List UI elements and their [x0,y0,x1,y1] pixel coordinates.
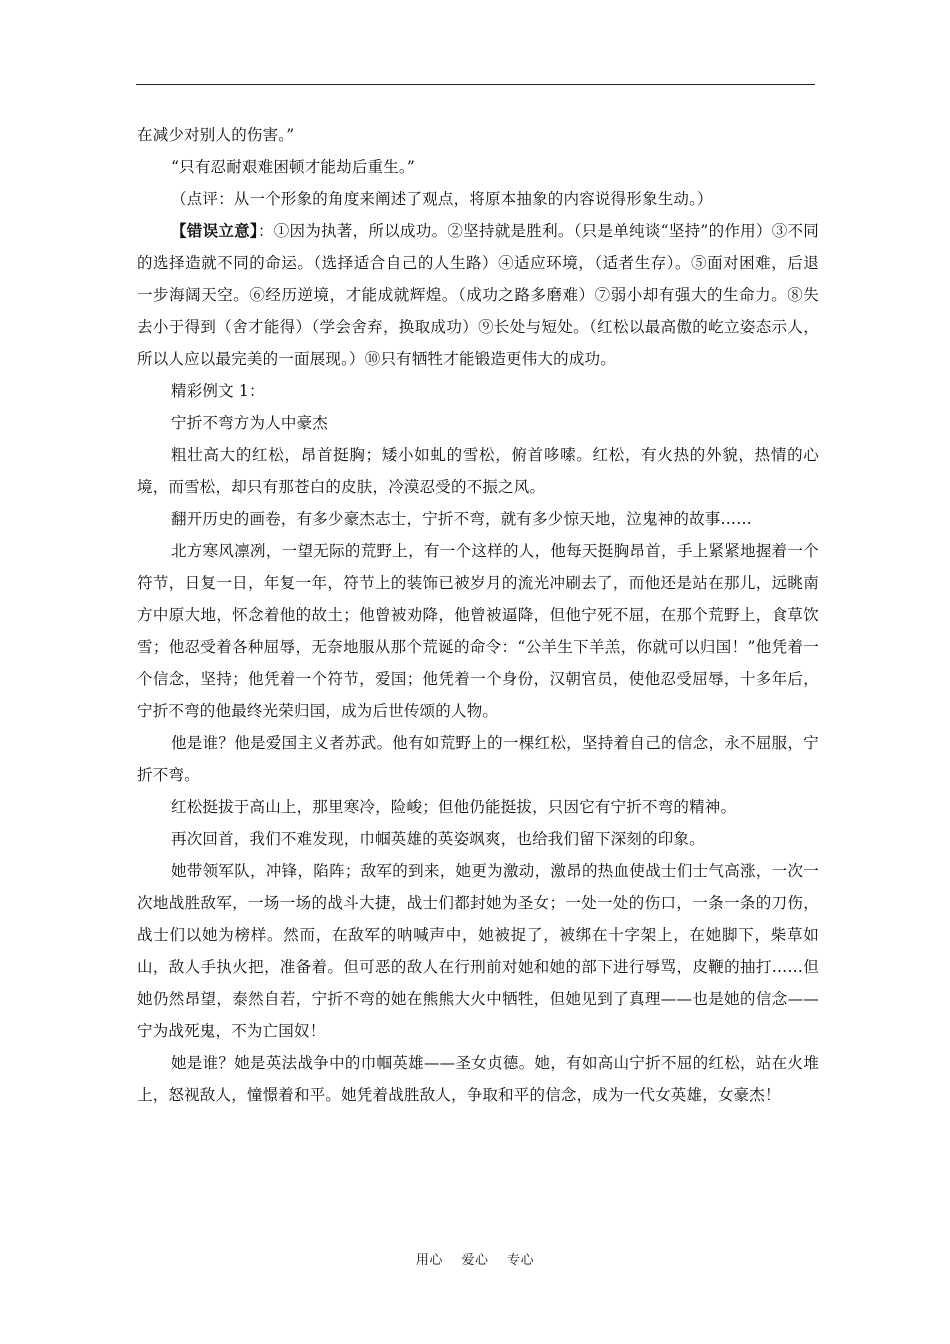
essay-paragraph-1: 粗壮高大的红松，昂首挺胸；矮小如虬的雪松，俯首哆嗦。红松，有火热的外貌，热情的心境，而雪松，却只有那苍白的皮肤，冷漠忍受的不振之风。 [137,446,819,496]
essay-paragraph-5: 红松挺拔于高山上，那里寒冷，险峻；但他仍能挺拔，只因它有宁折不弯的精神。 [171,798,737,816]
wrong-ideas-tag: 【错误立意】 [171,221,258,240]
essay-paragraph-3: 北方寒风凛冽，一望无际的荒野上，有一个这样的人，他每天挺胸昂首，手上紧紧地握着一个符节，日复一日，年复一年，符节上的装饰已被岁月的流光冲刷去了，而他还是站在那儿，远眺南方中原大地，怀念着他的故土；他曾被劝降，他曾被逼降，但他宁死不屈，在那个荒野上，食草饮雪；他忍受着各种屈辱，无奈地服从那个荒诞的命令：“公羊生下羊羔，你就可以归国！”他凭着一个信念，坚持；他凭着一个符节，爱国；他凭着一个身份，汉朝官员，使他忍受屈辱，十多年后，宁折不弯的他最终光荣归国，成为后世传颂的人物。 [137,542,819,720]
essay-paragraph-4: 他是谁？他是爱国主义者苏武。他有如荒野上的一棵红松，坚持着自己的信念，永不屈服，宁折不弯。 [137,734,819,784]
essay-paragraph-2: 翻开历史的画卷，有多少豪杰志士，宁折不弯，就有多少惊天地，泣鬼神的故事…… [171,510,752,528]
paragraph-1: 在减少对别人的伤害。” [137,126,295,144]
paragraph-2: “只有忍耐艰难困顿才能劫后重生。” [171,158,415,176]
document-body [137,119,819,1111]
header-rule [136,84,815,85]
example-heading: 精彩例文 1： [171,382,265,400]
comment-paragraph: （点评：从一个形象的角度来阐述了观点，将原本抽象的内容说得形象生动。） [171,190,713,208]
essay-paragraph-6: 再次回首，我们不难发现，巾帼英雄的英姿飒爽，也给我们留下深刻的印象。 [171,830,705,848]
essay-title: 宁折不弯方为人中豪杰 [171,414,329,432]
page-footer: 用心 爱心 专心 [415,1253,535,1268]
wrong-ideas-paragraph [137,215,819,375]
essay-paragraph-8: 她是谁？她是英法战争中的巾帼英雄——圣女贞德。她，有如高山宁折不屈的红松，站在火堆上，怒视敌人，憧憬着和平。她凭着战胜敌人，争取和平的信念，成为一代女英雄，女豪杰！ [137,1054,819,1104]
essay-paragraph-7: 她带领军队，冲锋，陷阵；敌军的到来，她更为激动，激昂的热血使战士们士气高涨，一次一次地战胜敌军，一场一场的战斗大捷，战士们都封她为圣女；一处一处的伤口，一条一条的刀伤，战士们以她为榜样。然而，在敌军的呐喊声中，她被捉了，被绑在十字架上，在她脚下，柴草如山，敌人手执火把，准备着。但可恶的敌人在行刑前对她和她的部下进行辱骂，皮鞭的抽打……但她仍然昂望，泰然自若，宁折不弯的她在熊熊大火中牺牲，但她见到了真理——也是她的信念——宁为战死鬼，不为亡国奴！ [137,862,819,1040]
wrong-ideas-text: ：①因为执著，所以成功。②坚持就是胜利。（只是单纯谈“坚持”的作用）③不同的选择造就不同的命运。（选择适合自己的人生路）④适应环境，（适者生存）。⑤面对困难，后退一步海阔天空。⑥经历逆境，才能成就辉煌。（成功之路多磨难）⑦弱小却有强大的生命力。⑧失去小于得到（舍才能得）（学会舍弃，换取成功）⑨长处与短处。（红松以最高傲的屹立姿态示人，所以人应以最完美的一面展现。）⑩只有牺牲才能锻造更伟大的成功。 [137,222,819,368]
